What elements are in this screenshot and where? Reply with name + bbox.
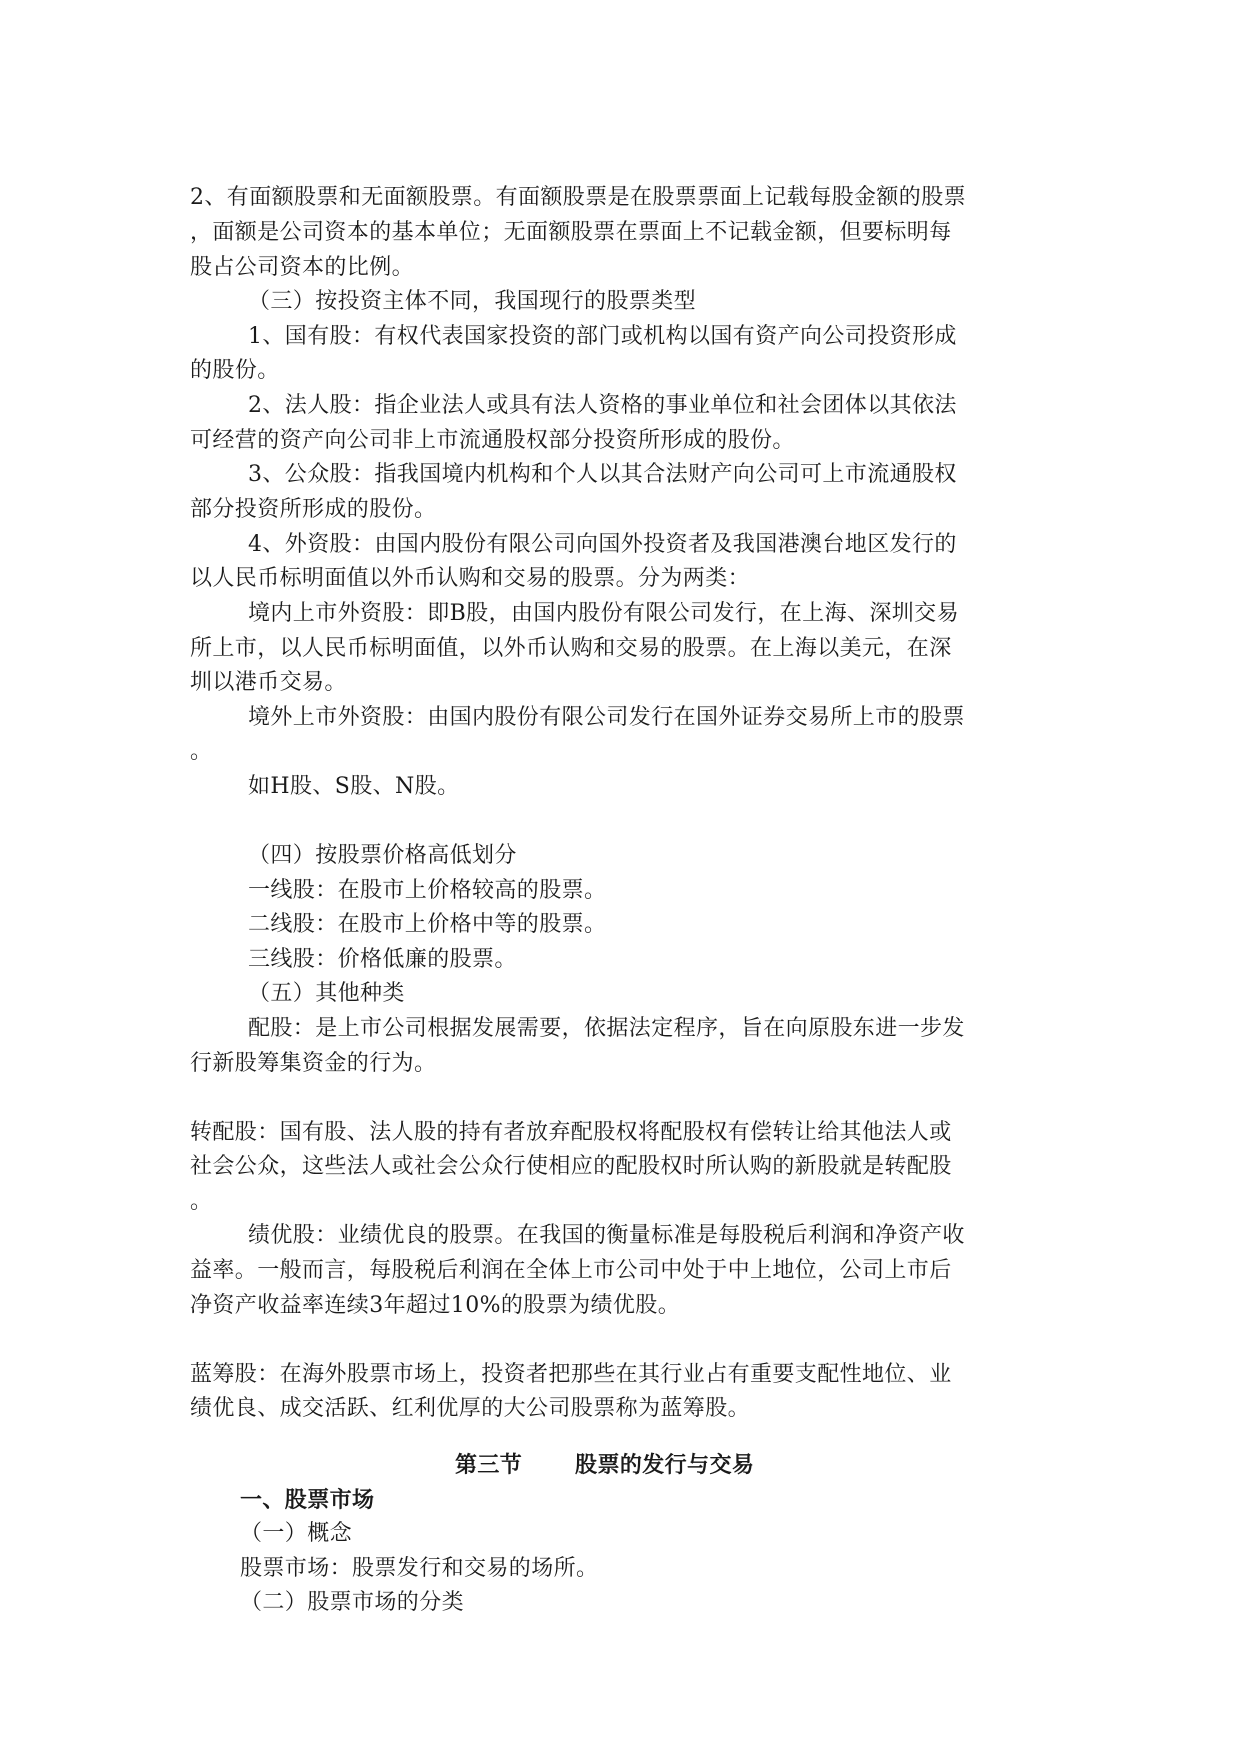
text-line: 三线股：价格低廉的股票。 [248,947,517,972]
text-line: 2、有面额股票和无面额股票。有面额股票是在股票票面上记载每股金额的股票 [190,185,966,210]
section-heading: 一、股票市场 [240,1487,375,1513]
text-line: 部分投资所形成的股份。 [190,497,437,522]
text-line: 二线股：在股市上价格中等的股票。 [248,912,607,937]
section-heading: （二）股票市场的分类 [240,1590,465,1615]
text-line: 境外上市外资股：由国内股份有限公司发行在国外证券交易所上市的股票 [248,705,965,730]
text-line: 转配股：国有股、法人股的持有者放弃配股权将配股权有偿转让给其他法人或 [190,1120,952,1145]
text-line: 。 [190,1189,213,1214]
text-line: 益率。一般而言，每股税后利润在全体上市公司中处于中上地位，公司上市后 [190,1258,952,1283]
text-line: 一线股：在股市上价格较高的股票。 [248,878,607,903]
text-line: 绩优股：业绩优良的股票。在我国的衡量标准是每股税后利润和净资产收 [248,1223,965,1248]
text-line: 4、外资股：由国内股份有限公司向国外投资者及我国港澳台地区发行的 [248,532,957,557]
text-line: 行新股筹集资金的行为。 [190,1051,437,1076]
text-line: 配股：是上市公司根据发展需要，依据法定程序，旨在向原股东进一步发 [248,1016,965,1041]
text-line: ，面额是公司资本的基本单位；无面额股票在票面上不记载金额，但要标明每 [190,220,952,245]
text-line: 蓝筹股：在海外股票市场上，投资者把那些在其行业占有重要支配性地位、业 [190,1362,952,1387]
text-line: 股票市场：股票发行和交易的场所。 [240,1556,599,1581]
section-heading: （五）其他种类 [248,981,405,1006]
text-line: 境内上市外资股：即B股，由国内股份有限公司发行，在上海、深圳交易 [248,601,959,626]
text-line: 社会公众，这些法人或社会公众行使相应的配股权时所认购的新股就是转配股 [190,1154,952,1179]
section-heading: （三）按投资主体不同，我国现行的股票类型 [248,289,697,314]
text-line: 绩优良、成交活跃、红利优厚的大公司股票称为蓝筹股。 [190,1396,751,1421]
text-line: 1、国有股：有权代表国家投资的部门或机构以国有资产向公司投资形成 [248,324,957,349]
text-line: 的股份。 [190,358,280,383]
text-line: 股占公司资本的比例。 [190,255,415,280]
text-line: 如H股、S股、N股。 [248,774,460,799]
text-line: 圳以港币交易。 [190,670,347,695]
text-line: 净资产收益率连续3年超过10%的股票为绩优股。 [190,1293,681,1318]
chapter-heading: 第三节 股票的发行与交易 [455,1452,755,1478]
text-line: 。 [190,739,213,764]
text-line: 2、法人股：指企业法人或具有法人资格的事业单位和社会团体以其依法 [248,393,957,418]
text-line: 以人民币标明面值以外币认购和交易的股票。分为两类： [190,566,751,591]
section-heading: （四）按股票价格高低划分 [248,843,517,868]
text-line: 可经营的资产向公司非上市流通股权部分投资所形成的股份。 [190,428,795,453]
text-line: 3、公众股：指我国境内机构和个人以其合法财产向公司可上市流通股权 [248,462,957,487]
text-line: 所上市，以人民币标明面值，以外币认购和交易的股票。在上海以美元，在深 [190,636,952,661]
section-heading: （一）概念 [240,1521,353,1546]
